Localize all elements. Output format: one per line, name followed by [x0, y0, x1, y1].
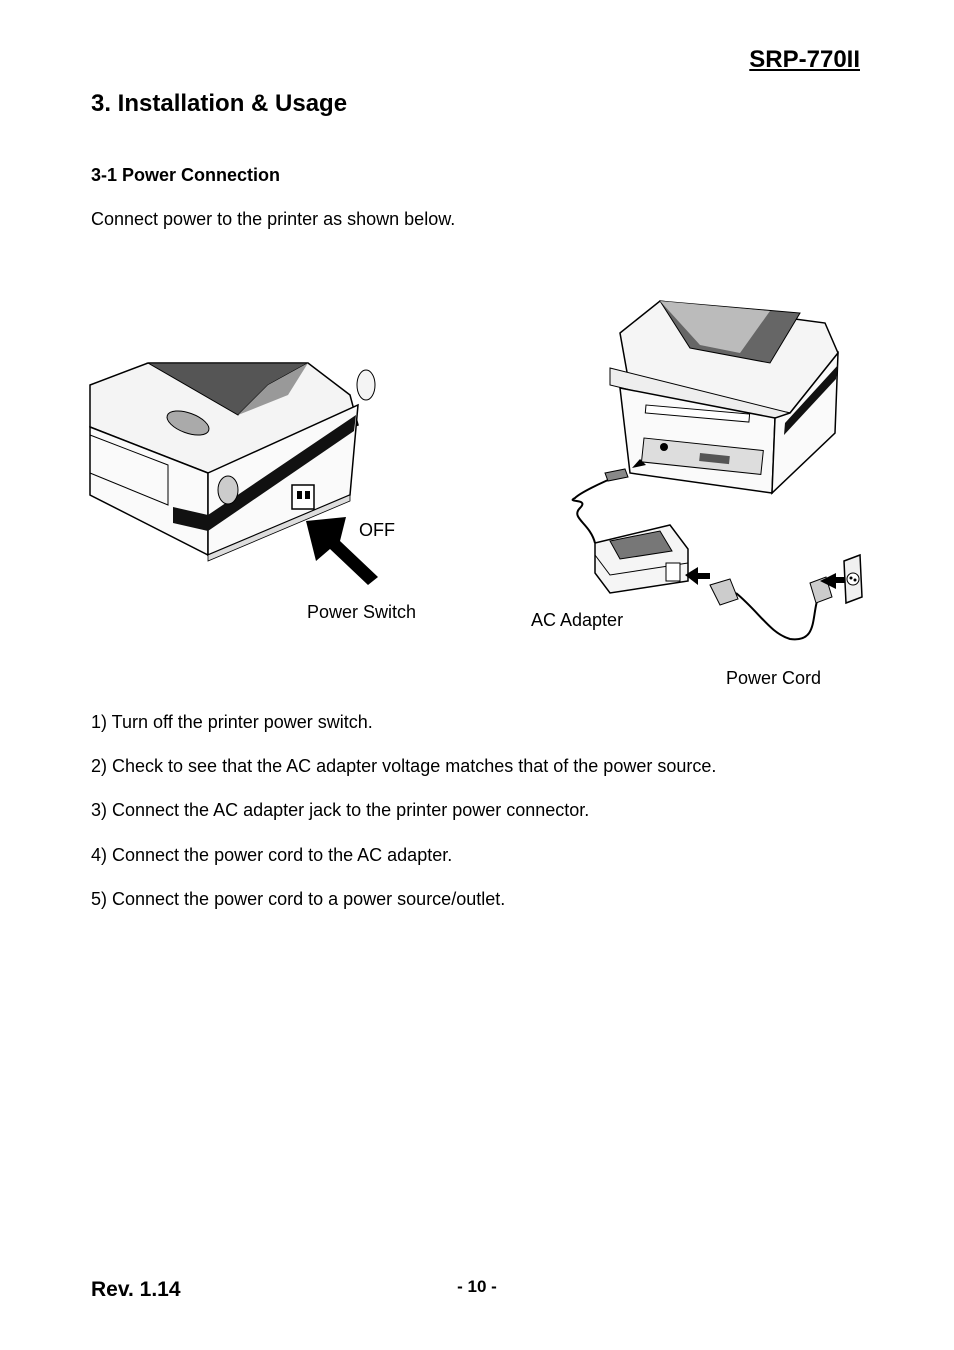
page-number: - 10 -	[457, 1277, 497, 1296]
off-label: OFF	[359, 520, 395, 540]
step-5: 5) Connect the power cord to a power source/outlet.	[91, 889, 506, 909]
section-title: 3. Installation & Usage	[91, 90, 348, 117]
step-4: 4) Connect the power cord to the AC adapter.	[91, 845, 453, 865]
intro-text: Connect power to the printer as shown below.	[91, 209, 456, 229]
model-title: SRP-770II	[749, 46, 860, 73]
subsection-title: 3-1 Power Connection	[91, 165, 281, 185]
power-connection-illustration	[560, 293, 870, 658]
power-cord-label: Power Cord	[726, 668, 822, 688]
step-1: 1) Turn off the printer power switch.	[91, 712, 373, 732]
step-2: 2) Check to see that the AC adapter voltage matches that of the power source.	[91, 756, 717, 776]
revision-label: Rev. 1.14	[91, 1278, 181, 1301]
ac-adapter-label: AC Adapter	[531, 610, 624, 630]
power-switch-label: Power Switch	[307, 602, 417, 622]
step-3: 3) Connect the AC adapter jack to the printer power connector.	[91, 800, 590, 820]
printer-switch-illustration	[88, 355, 388, 585]
